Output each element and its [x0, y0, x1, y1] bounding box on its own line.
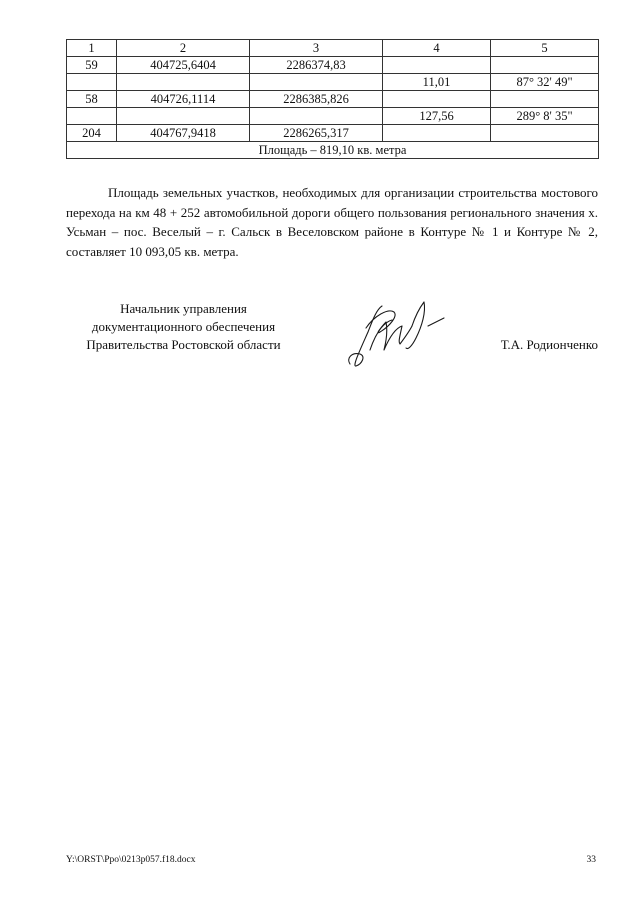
table-row — [67, 74, 599, 91]
angle-cell — [491, 57, 599, 74]
paragraph-text: Площадь земельных участков, необходимых для организации строительства мостового перехода на км 48 + 252 автомобильной дороги общего пользования регионального значения х. Усьман – пос. Веселый – г. Сальск в Веселовском районе в Контуре № 1 и Контуре № 2, составляет 10 093,05 кв. метра. — [66, 185, 598, 259]
y-coordinate-cell — [250, 74, 383, 91]
angle-cell: 289° 8' 35" — [491, 108, 599, 125]
angle-cell — [491, 91, 599, 108]
x-coordinate-cell — [117, 74, 250, 91]
point-cell — [67, 108, 117, 125]
handwritten-signature — [340, 292, 450, 372]
area-note: Площадь – 819,10 кв. метра — [67, 142, 599, 159]
table-row — [67, 91, 599, 108]
length-cell — [383, 57, 491, 74]
x-coordinate-cell: 404767,9418 — [117, 125, 250, 142]
x-coordinate-cell: 404726,1114 — [117, 91, 250, 108]
x-coordinate-cell — [117, 108, 250, 125]
header-cell: 1 — [67, 40, 117, 57]
table-row — [67, 108, 599, 125]
table-row — [67, 57, 599, 74]
footer-file-path: Y:\ORST\Ppo\0213p057.f18.docx — [66, 855, 196, 865]
length-cell: 11,01 — [383, 74, 491, 91]
point-cell: 204 — [67, 125, 117, 142]
y-coordinate-cell: 2286374,83 — [250, 57, 383, 74]
x-coordinate-cell: 404725,6404 — [117, 57, 250, 74]
table-row — [67, 125, 599, 142]
signatory-title — [66, 300, 301, 354]
y-coordinate-cell — [250, 108, 383, 125]
angle-cell: 87° 32' 49" — [491, 74, 599, 91]
signatory-title-line: Начальник управления — [120, 301, 247, 316]
y-coordinate-cell: 2286265,317 — [250, 125, 383, 142]
page-number: 33 — [586, 855, 596, 865]
length-cell — [383, 91, 491, 108]
point-cell — [67, 74, 117, 91]
point-cell: 59 — [67, 57, 117, 74]
signatory-title-line: документационного обеспечения — [91, 319, 276, 334]
y-coordinate-cell: 2286385,826 — [250, 91, 383, 108]
angle-cell — [491, 125, 599, 142]
table-header-row — [67, 40, 599, 57]
area-row — [67, 142, 599, 159]
header-cell: 5 — [491, 40, 599, 57]
point-cell: 58 — [67, 91, 117, 108]
length-cell — [383, 125, 491, 142]
header-cell: 4 — [383, 40, 491, 57]
area-paragraph — [66, 183, 598, 261]
signatory-title-line: Правительства Ростовской области — [86, 337, 281, 352]
header-cell: 2 — [117, 40, 250, 57]
coordinates-table — [66, 39, 599, 159]
header-cell: 3 — [250, 40, 383, 57]
signatory-name: Т.А. Родионченко — [500, 337, 598, 352]
length-cell: 127,56 — [383, 108, 491, 125]
